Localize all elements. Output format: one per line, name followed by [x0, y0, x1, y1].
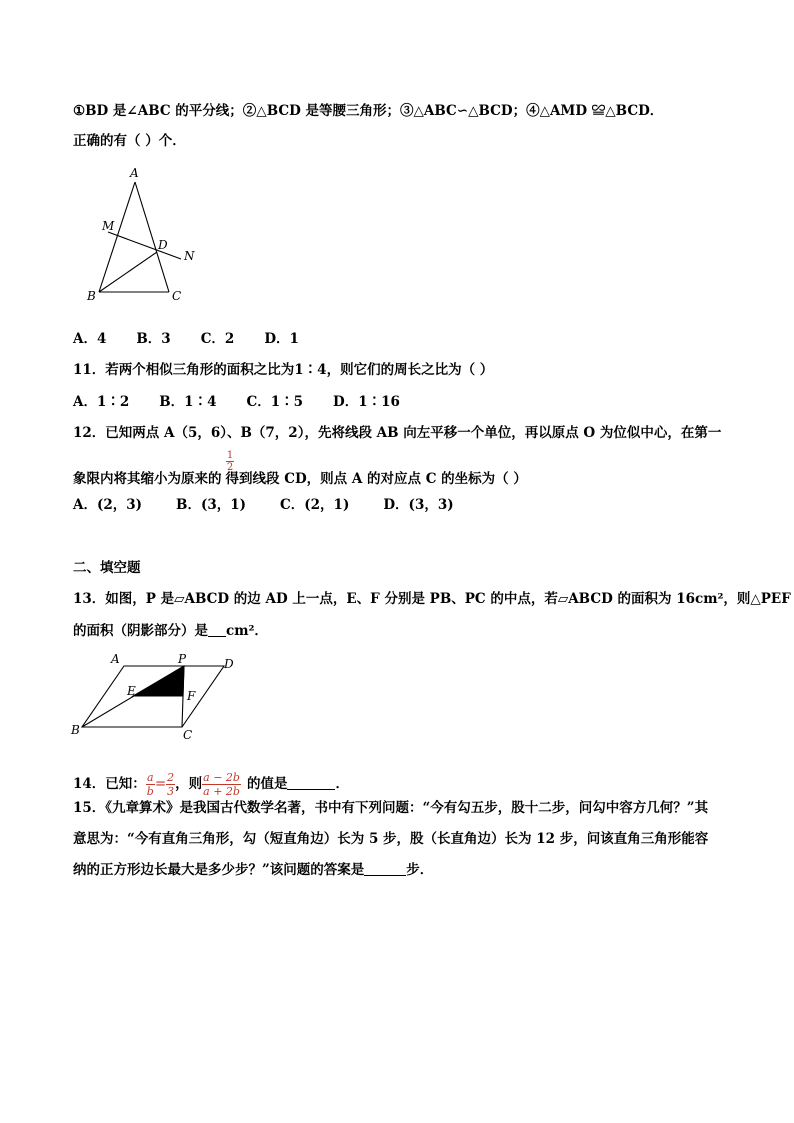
q14-answer-blank[interactable] [287, 775, 335, 790]
q13-parallelogram-figure [66, 650, 246, 745]
q15-line2: 意思为：“今有直角三角形，勾（短直角边）长为 5 步，股（长直角边）长为 12 步，问该直角三角形能容 [73, 831, 709, 847]
q12-fraction-den: 2 [226, 462, 234, 473]
q13-line1: 13．如图，P 是▱ABCD 的边 AD 上一点，E、F 分别是 PB、PC 的中点，若▱ABCD 的面积为 16cm²，则△PEF [73, 591, 791, 607]
q10-prompt: 正确的有（ ）个． [73, 133, 186, 149]
q10-option-c[interactable]: C．2 [200, 331, 235, 347]
q14-mid: ，则 [175, 776, 203, 792]
q10-label-c: C [172, 289, 182, 303]
q10-label-m: M [102, 219, 115, 233]
q15-answer-blank[interactable] [364, 861, 406, 876]
q11-options [73, 392, 430, 412]
q10-triangle-figure [78, 162, 208, 307]
q15-line1: 15．《九章算术》是我国古代数学名著，书中有下列问题：“今有勾五步，股十二步，问勾中容方几何？”其 [73, 800, 709, 816]
q12-line2-b: 得到线段 CD，则点 A 的对应点 C 的坐标为（ ） [225, 471, 527, 487]
q10-option-d[interactable]: D．1 [264, 331, 299, 347]
q15-line3-a: 纳的正方形边长最大是多少步？”该问题的答案是 [73, 862, 365, 878]
q14-line [73, 770, 349, 798]
q12-line1: 12．已知两点 A（5，6）、B（7，2），先将线段 AB 向左平移一个单位，再以原点 O 为位似中心，在第一 [73, 425, 722, 441]
q12-options [73, 495, 488, 515]
q13-label-a: A [111, 652, 120, 666]
q10-label-d: D [158, 238, 168, 252]
q12-option-c[interactable]: C．(2，1) [280, 497, 350, 513]
q10-label-a: A [130, 166, 139, 180]
q14-prefix: 14．已知： [73, 776, 146, 792]
q15-line3-b: 步． [406, 862, 434, 878]
q14-given-rden: 3 [167, 785, 175, 798]
q11-option-d[interactable]: D．1∶16 [333, 394, 400, 410]
q11-stem: 11．若两个相似三角形的面积之比为1∶4，则它们的周长之比为（ ） [73, 362, 494, 378]
q14-expr-den: a + 2b [203, 785, 240, 798]
q14-given-rnum: 2 [167, 771, 175, 784]
q12-option-b[interactable]: B．(3，1) [176, 497, 247, 513]
q11-option-c[interactable]: C．1∶5 [246, 394, 303, 410]
q13-answer-blank[interactable] [208, 622, 226, 637]
q14-end: ． [335, 776, 349, 792]
q12-option-d[interactable]: D．(3，3) [383, 497, 454, 513]
q10-label-b: B [87, 289, 96, 303]
q15-line3 [73, 860, 433, 880]
q13-label-c: C [183, 728, 193, 742]
q11-option-b[interactable]: B．1∶4 [159, 394, 217, 410]
q13-line2 [73, 621, 268, 641]
q12-line2 [73, 469, 527, 489]
q14-given-den: b [146, 785, 154, 798]
q10-label-n: N [184, 249, 195, 263]
q13-line2-b: cm²． [226, 623, 268, 639]
q10-option-a[interactable]: A．4 [73, 331, 107, 347]
q14-expression-fraction [202, 771, 241, 798]
q13-label-f: F [187, 689, 196, 703]
q10-statements: ①BD 是∠ABC 的平分线；②△BCD 是等腰三角形；③△ABC∽△BCD；④△AMD ≌△BCD． [73, 103, 664, 119]
q11-option-a[interactable]: A．1∶2 [73, 394, 130, 410]
q13-label-b: B [71, 723, 80, 737]
q10-options [73, 329, 329, 349]
q14-expr-num: a − 2b [203, 771, 240, 784]
q14-given-fraction-left [146, 771, 155, 798]
q10-option-b[interactable]: B．3 [136, 331, 171, 347]
q13-label-p: P [178, 652, 187, 666]
q14-suffix: 的值是 [246, 776, 288, 792]
q13-line2-a: 的面积（阴影部分）是 [73, 623, 208, 639]
q12-line2-a: 象限内将其缩小为原来的 [73, 471, 222, 487]
q13-label-d: D [224, 657, 234, 671]
q13-label-e: E [127, 684, 136, 698]
q14-equals: = [154, 776, 167, 792]
q12-fraction-num: 1 [226, 450, 234, 461]
q14-given-num: a [147, 771, 154, 784]
q14-given-fraction-right [166, 771, 175, 798]
q12-option-a[interactable]: A．(2，3) [73, 497, 143, 513]
section-title-fill-in: 二、填空题 [73, 560, 141, 576]
